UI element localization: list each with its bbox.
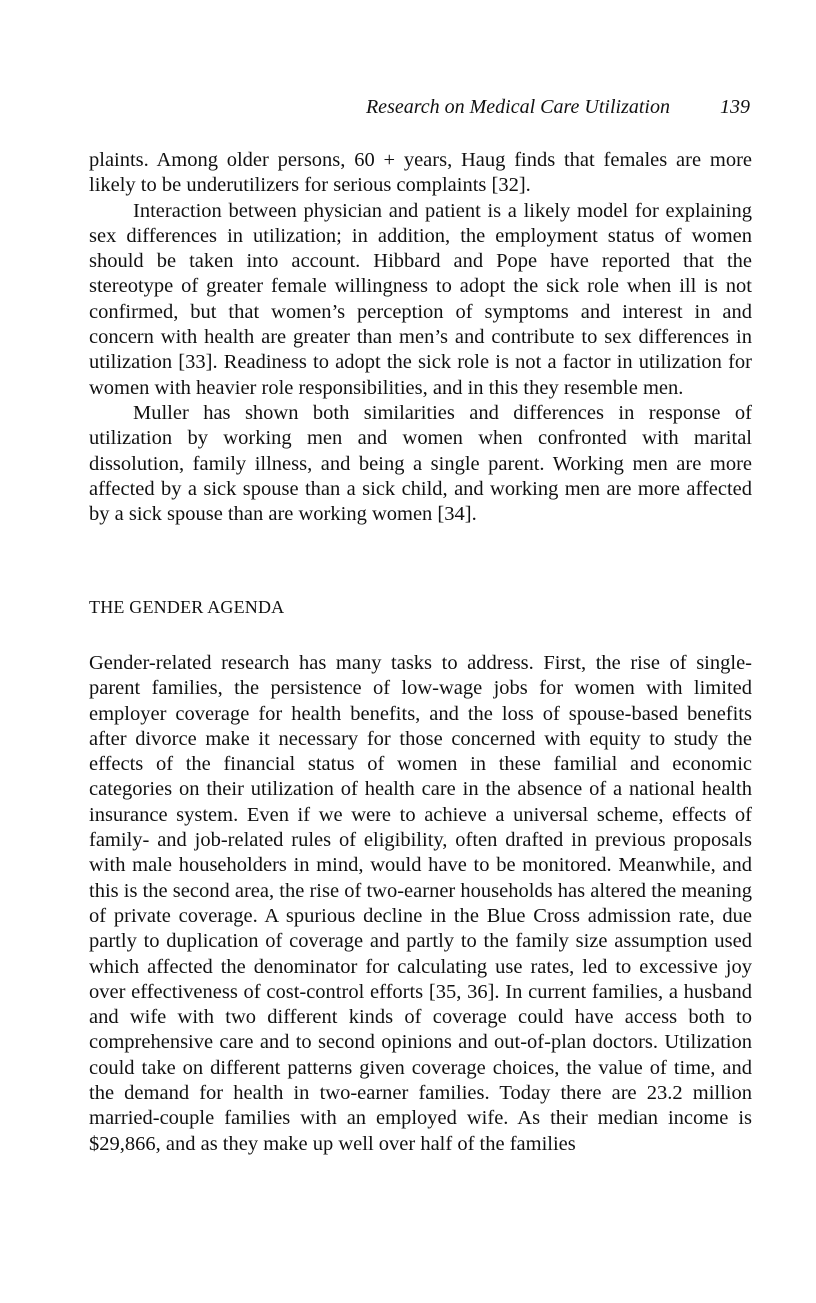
running-header (89, 96, 752, 124)
paragraph: Interaction between physician and patient is a likely model for explaining sex differences in utilization; in addition, the employment status of women should be taken into account. Hibbard and Pope have reported that the stereotype of greater female willingness to adopt the sick role when ill is not confirmed, but that women’s perception of symptoms and interest in and concern with health are greater than men’s and contribute to sex differences in utilization [33]. Readiness to adopt the sick role is not a factor in utilization for women with heavier role responsibilities, and in this they resemble men. (89, 199, 752, 399)
running-header-title: Research on Medical Care Utilization (365, 96, 670, 118)
body-text-block (89, 148, 752, 527)
paragraph: Gender-related research has many tasks to address. First, the rise of single-parent families, the persistence of low-wage jobs for women with limited employer coverage for health benefits, and the loss of spouse-based benefits after divorce make it necessary for those concerned with equity to study the effects of the financial status of women in these familial and economic categories on their utilization of health care in the absence of a national health insurance system. Even if we were to achieve a universal scheme, effects of family- and job-related rules of eligibility, often drafted in previous proposals with male householders in mind, would have to be monitored. Meanwhile, and this is the second area, the rise of two-earner households has altered the meaning of private coverage. A spurious decline in the Blue Cross admission rate, due partly to duplication of coverage and partly to the family size assumption used which affected the denominator for calculating use rates, led to excessive joy over effectiveness of cost-control efforts [35, 36]. In current families, a husband and wife with two different kinds of coverage could have access both to comprehensive care and to second opinions and out-of-plan doctors. Utilization could take on different patterns given coverage choices, the value of time, and the demand for health in two-earner families. Today there are 23.2 million married-couple families with an employed wife. As their median income is $29,866, and as they make up well over half of the families (89, 652, 752, 1155)
page-number: 139 (720, 96, 750, 118)
paragraph: Muller has shown both similarities and differences in response of utilization by working men and women when confronted with marital dissolution, family illness, and being a single parent. Working men are more affected by a sick spouse than a sick child, and working men are more affected by a sick spouse than are working women [34]. (89, 401, 752, 526)
section-body-text (89, 651, 752, 1157)
paragraph-continued: plaints. Among older persons, 60 + years, Haug finds that females are more likely to be underutilizers for serious complaints [32]. (89, 149, 752, 197)
section-heading: THE GENDER AGENDA (89, 597, 285, 617)
